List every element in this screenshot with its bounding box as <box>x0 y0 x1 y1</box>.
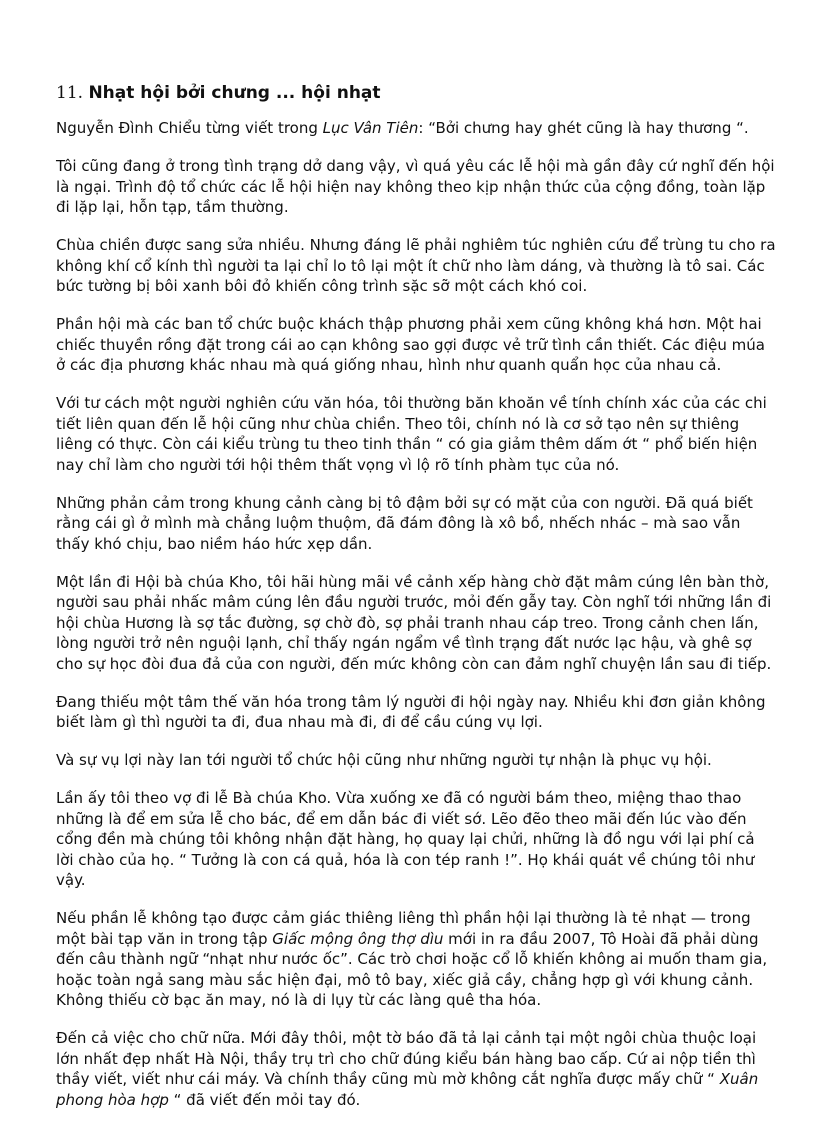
calligraphy-phrase: Xuân phong hòa hợp <box>56 1070 759 1109</box>
paragraph-8: Đang thiếu một tâm thế văn hóa trong tâm lý người đi hội ngày nay. Nhiều khi đơn giản không biết làm gì thì người ta đi, đua nhau mà đi, đi để cầu cúng vụ lợi. <box>56 692 766 731</box>
paragraph-11: Nếu phần lễ không tạo được cảm giác thiêng liêng thì phần hội lại thường là tẻ nhạt — trong một bài tạp văn in trong tập Giấc mộng ông thợ dìu mới in ra đầu 2007, Tô Hoài đã phải dùng đến câu thành ngữ “nhạt như nước ốc”. Các trò chơi hoặc cổ lỗ khiến không ai muốn tham gia, hoặc toàn ngả sang màu sắc hiện đại, mô tô bay, xiếc giả cầy, chẳng hợp gì với khung cảnh. Không thiếu cờ bạc ăn may, nó là di lụy từ các làng quê tha hóa. <box>56 909 768 1009</box>
paragraph-5: Với tư cách một người nghiên cứu văn hóa, tôi thường băn khoăn về tính chính xác của các chi tiết liên quan đến lễ hội cũng như chùa chiền. Theo tôi, chính nó là cơ sở tạo nên sự thiêng liêng có thực. Còn cái kiểu trùng tu theo tinh thần “ có gia giảm thêm dấm ớt “ phổ biến hiện nay chỉ làm cho người tới hội thêm thất vọng vì lộ rõ tính phàm tục của nó. <box>56 394 767 474</box>
paragraph-6: Những phản cảm trong khung cảnh càng bị tô đậm bởi sự có mặt của con người. Đã quá biết rằng cái gì ở mình mà chẳng luộm thuộm, đã đám đông là xô bồ, nhếch nhác – mà sao vẫn thấy khó chịu, bao niềm háo hức xẹp dần. <box>56 493 753 553</box>
paragraph-12: Đến cả việc cho chữ nữa. Mới đây thôi, một tờ báo đã tả lại cảnh tại một ngôi chùa thuộc loại lớn nhất đẹp nhất Hà Nội, thầy trụ trì cho chữ đúng kiểu bán hàng bao cấp. Cứ ai nộp tiền thì thầy viết, viết như cái máy. Và chính thầy cũng mù mờ không cắt nghĩa được mấy chữ “ Xuân phong hòa hợp “ đã viết đến mỏi tay đó. <box>56 1029 759 1109</box>
section-number: 11. <box>56 83 84 103</box>
paragraph-2: Tôi cũng đang ở trong tình trạng dở dang vậy, vì quá yêu các lễ hội mà gần đây cứ nghĩ đến hội là ngại. Trình độ tổ chức các lễ hội hiện nay không theo kịp nhận thức của cộng đồng, toàn lặp đi lặp lại, hỗn tạp, tầm thường. <box>56 157 775 216</box>
paragraph-1: Nguyễn Đình Chiểu từng viết trong Lục Vân Tiên: “Bởi chưng hay ghét cũng là hay thương “. <box>56 119 749 137</box>
paragraph-10: Lần ấy tôi theo vợ đi lễ Bà chúa Kho. Vừa xuống xe đã có người bám theo, miệng thao thao những là để em sửa lễ cho bác, để em dẫn bác đi viết sớ. Lẽo đẽo theo mãi đến lúc vào đến cổng đền mà chúng tôi không nhận đặt hàng, họ quay lại chửi, những là đồ ngu với lại phí cả lời chào của họ. “ Tưởng là con cá quả, hóa là con tép ranh !”. Họ khái quát về chúng tôi như vậy. <box>56 789 755 889</box>
section-heading <box>56 82 776 104</box>
paragraph-3: Chùa chiền được sang sửa nhiều. Nhưng đáng lẽ phải nghiêm túc nghiên cứu để trùng tu cho ra không khí cổ kính thì người ta lại chỉ lo tô lại một ít chữ nho làm dáng, và thường là tô sai. Các bức tường bị bôi xanh bôi đỏ khiến công trình sặc sỡ một cách khó coi. <box>56 236 776 295</box>
paragraph-4: Phần hội mà các ban tổ chức buộc khách thập phương phải xem cũng không khá hơn. Một hai chiếc thuyền rồng đặt trong cái ao cạn không sao gợi được vẻ trữ tình cần thiết. Các điệu múa ở các địa phương khác nhau mà quá giống nhau, hình như quanh quẩn học của nhau cả. <box>56 315 765 374</box>
book-title: Lục Vân Tiên <box>322 119 419 137</box>
paragraph-7: Một lần đi Hội bà chúa Kho, tôi hãi hùng mãi về cảnh xếp hàng chờ đặt mâm cúng lên bàn thờ, người sau phải nhấc mâm cúng lên đầu người trước, mỏi đến gẫy tay. Còn nghĩ tới những lần đi hội chùa Hương là sợ tắc đường, sợ chờ đò, sợ phải tranh nhau cáp treo. Trong cảnh chen lấn, lòng người trở nên nguội lạnh, chỉ thấy ngán ngẩm về tình trạng đất nước lạc hậu, và ghê sợ cho sự học đòi đua đả của con người, đến mức không còn can đảm nghĩ chuyện lần sau đi tiếp. <box>56 572 772 673</box>
book-title: Giấc mộng ông thợ dìu <box>272 929 444 948</box>
section-title: Nhạt hội bởi chưng ... hội nhạt <box>88 83 381 103</box>
paragraph-9: Và sự vụ lợi này lan tới người tổ chức hội cũng như những người tự nhận là phục vụ hội. <box>56 751 712 769</box>
document-page <box>56 82 776 1128</box>
